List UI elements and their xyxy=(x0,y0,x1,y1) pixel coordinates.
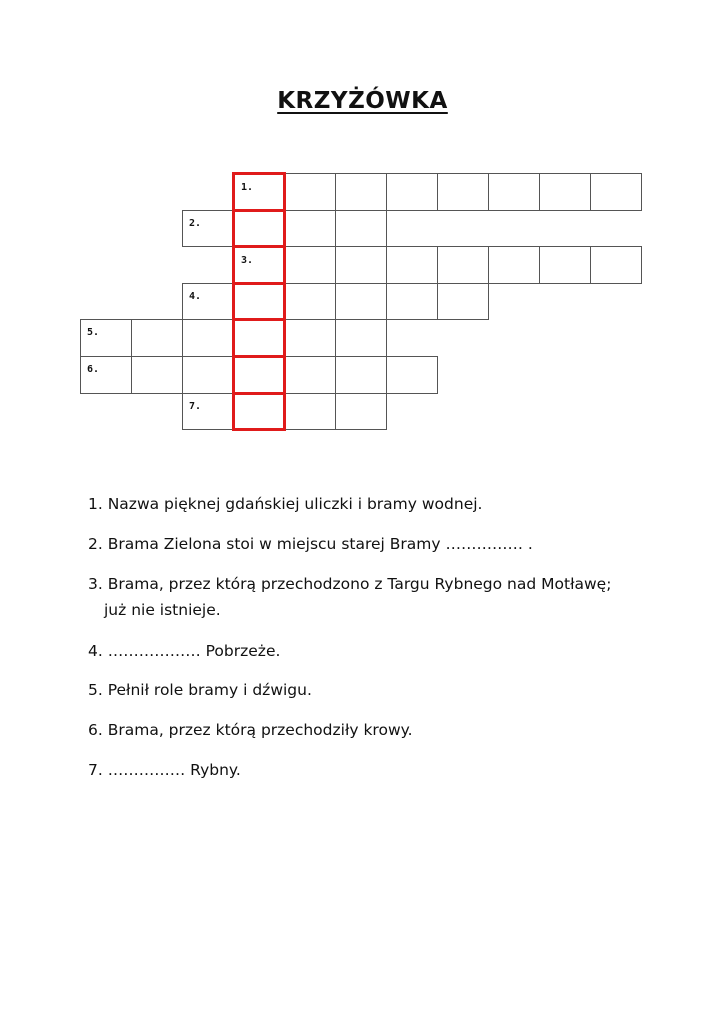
crossword-cell xyxy=(284,393,336,431)
crossword-cell xyxy=(335,173,387,211)
crossword-cell xyxy=(437,173,489,211)
crossword-key-cell xyxy=(232,355,286,395)
clue-7 xyxy=(88,761,241,779)
crossword-key-cell xyxy=(232,318,286,358)
crossword-cell xyxy=(182,283,234,321)
crossword-cell xyxy=(80,356,132,394)
crossword-cell xyxy=(386,356,438,394)
crossword-cell xyxy=(437,246,489,284)
crossword-row-number: 3. xyxy=(241,255,254,267)
crossword-cell xyxy=(182,319,234,357)
crossword-cell xyxy=(80,319,132,357)
crossword-cell xyxy=(437,283,489,321)
clue-text: 6. Brama, przez którą przechodziły krowy. xyxy=(88,721,413,739)
clue-text: 1. Nazwa pięknej gdańskiej uliczki i bramy wodnej. xyxy=(88,495,483,513)
clue-6 xyxy=(88,721,413,739)
crossword-cell xyxy=(131,319,183,357)
crossword-cell xyxy=(335,319,387,357)
crossword-cell xyxy=(284,210,336,248)
crossword-cell xyxy=(335,246,387,284)
clue-5 xyxy=(88,681,312,699)
clue-text: 7. …………… Rybny. xyxy=(88,761,241,779)
crossword-row-number: 2. xyxy=(189,217,202,229)
crossword-row-number: 1. xyxy=(241,182,254,193)
crossword-key-cell xyxy=(232,172,286,212)
crossword-cell xyxy=(131,356,183,394)
crossword-key-cell xyxy=(232,392,286,432)
clue-1 xyxy=(88,495,482,513)
crossword-row-number: 5. xyxy=(87,327,100,339)
crossword-cell xyxy=(284,173,336,211)
crossword-cell xyxy=(539,246,591,284)
clue-3 xyxy=(88,575,611,619)
clue-text: 5. Pełnił role bramy i dźwigu. xyxy=(88,681,312,699)
clue-4 xyxy=(88,642,280,660)
crossword-cell xyxy=(335,283,387,321)
crossword-key-cell xyxy=(232,282,286,322)
crossword-cell xyxy=(284,319,336,357)
crossword-cell xyxy=(182,210,234,248)
crossword-row-number: 4. xyxy=(189,290,202,302)
crossword-cell xyxy=(284,356,336,394)
crossword-cell xyxy=(590,246,642,284)
crossword-cell xyxy=(335,393,387,431)
crossword-cell xyxy=(386,173,438,211)
crossword-cell xyxy=(335,356,387,394)
crossword-cell xyxy=(488,173,540,211)
crossword-row-number: 7. xyxy=(189,400,202,412)
crossword-key-cell xyxy=(232,209,286,249)
crossword-cell xyxy=(386,246,438,284)
clue-text: 4. ……………… Pobrzeże. xyxy=(88,642,281,660)
clue-continuation: już nie istnieje. xyxy=(104,601,221,619)
page-title: KRZYŻÓWKA xyxy=(277,88,448,114)
crossword-cell xyxy=(386,283,438,321)
crossword-cell xyxy=(182,356,234,394)
clue-text: 3. Brama, przez którą przechodzono z Targu Rybnego nad Motławę; xyxy=(88,575,612,593)
crossword-cell xyxy=(539,173,591,211)
clue-text: 2. Brama Zielona stoi w miejscu starej Bramy …………… . xyxy=(88,535,533,553)
crossword-cell xyxy=(284,246,336,284)
crossword-cell xyxy=(284,283,336,321)
crossword-key-cell xyxy=(232,245,286,285)
crossword-cell xyxy=(590,173,642,211)
crossword-row-number: 6. xyxy=(87,364,100,375)
crossword-grid xyxy=(0,0,725,460)
crossword-cell xyxy=(488,246,540,284)
crossword-cell xyxy=(335,210,387,248)
crossword-cell xyxy=(182,393,234,431)
clue-2 xyxy=(88,535,533,553)
